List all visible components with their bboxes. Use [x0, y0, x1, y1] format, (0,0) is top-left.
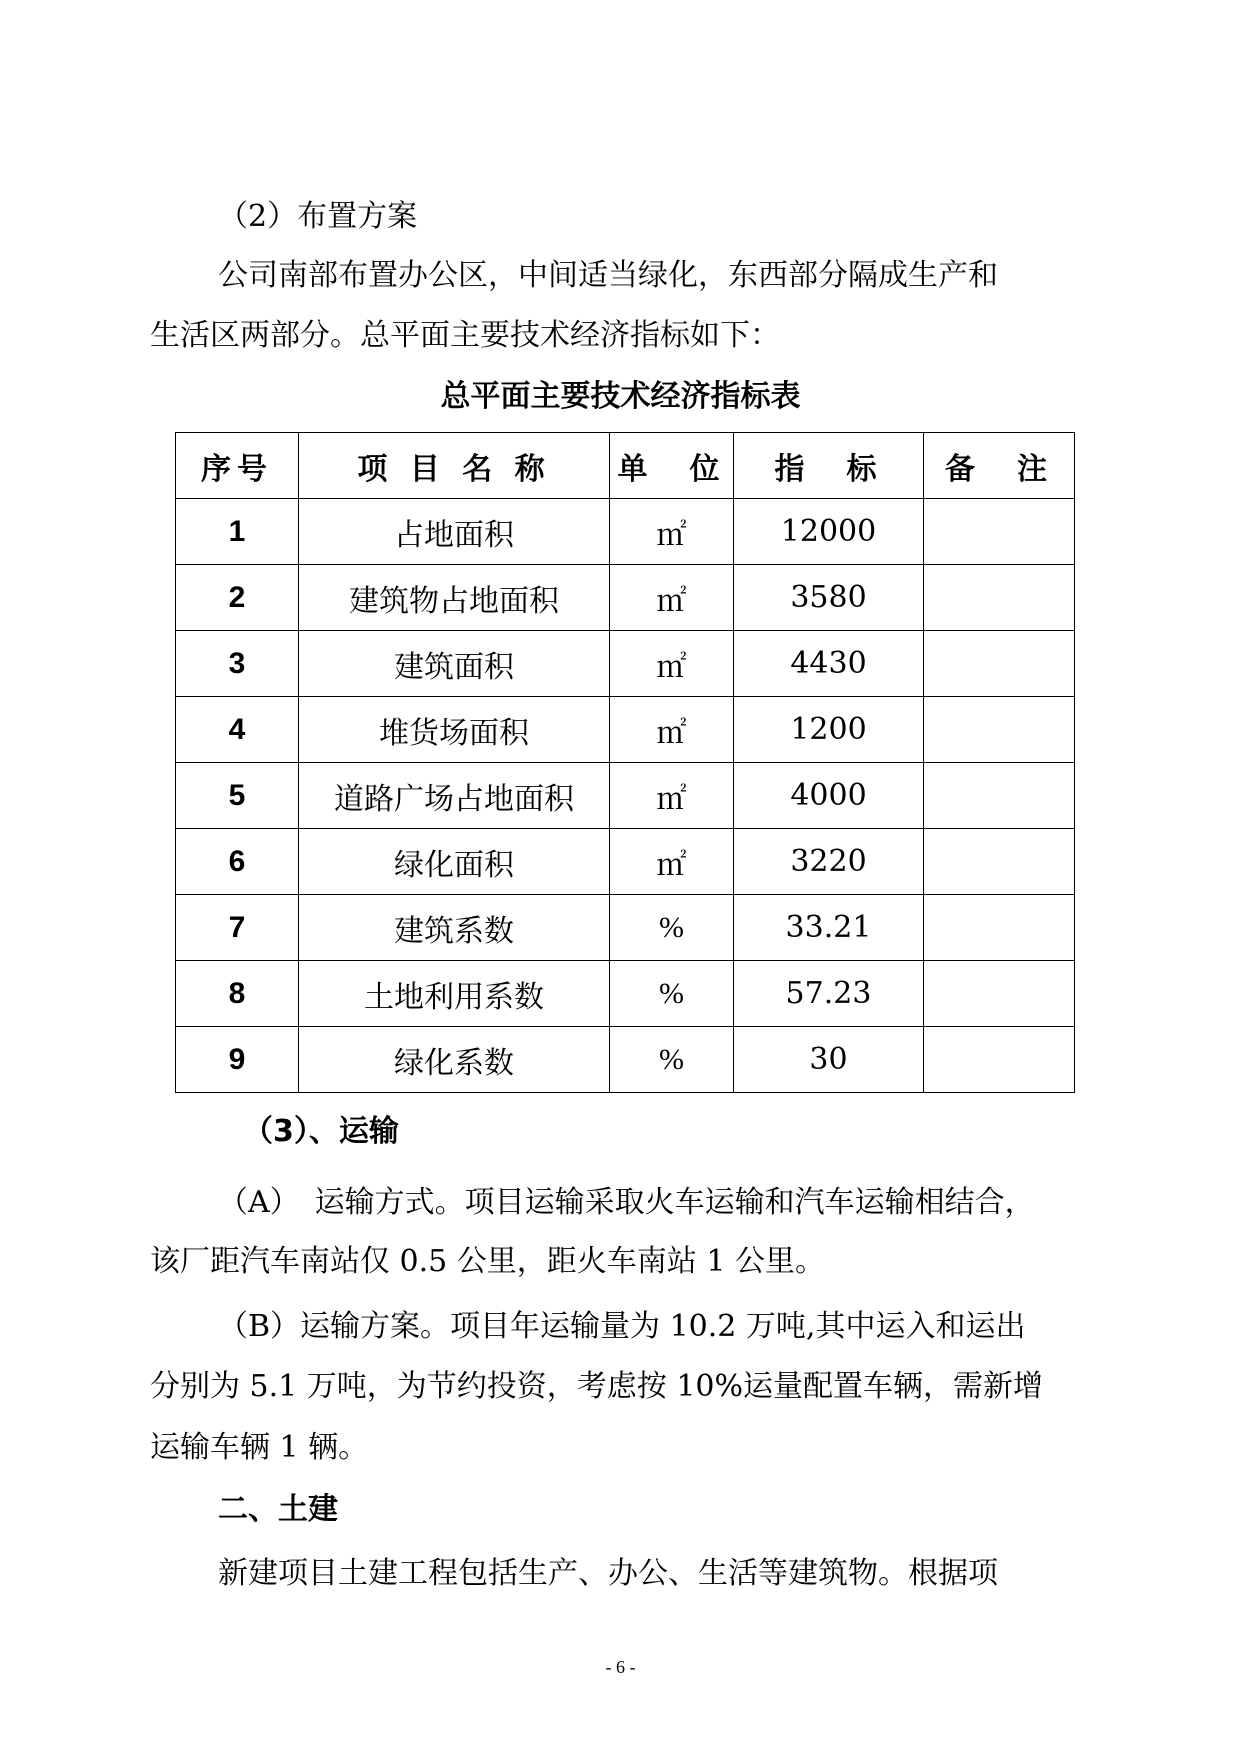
cell-value: 3580	[734, 565, 924, 631]
cell-unit: ㎡	[610, 631, 734, 697]
cell-value: 33.21	[734, 895, 924, 961]
cell-unit: %	[610, 1027, 734, 1093]
table-row	[176, 895, 1075, 961]
table-row	[176, 631, 1075, 697]
indicators-table	[175, 432, 1075, 1093]
table-row	[176, 829, 1075, 895]
cell-remark	[924, 499, 1075, 565]
cell-remark	[924, 895, 1075, 961]
table-row	[176, 697, 1075, 763]
page-number: - 6 -	[605, 1657, 636, 1677]
cell-unit: ㎡	[610, 499, 734, 565]
table-title: 总平面主要技术经济指标表	[440, 379, 801, 414]
cell-unit: ㎡	[610, 565, 734, 631]
table-row	[176, 565, 1075, 631]
cell-value: 30	[734, 1027, 924, 1093]
paragraph-line: 分别为 5.1 万吨，为节约投资，考虑按 10%运量配置车辆，需新增	[150, 1369, 1043, 1404]
cell-item-name: 建筑面积	[299, 631, 610, 697]
paragraph-line: 运输车辆 1 辆。	[150, 1430, 369, 1465]
paragraph-line: 公司南部布置办公区，中间适当绿化，东西部分隔成生产和	[218, 258, 998, 293]
paragraph-line: （B）运输方案。项目年运输量为 10.2 万吨,其中运入和运出	[218, 1309, 1026, 1344]
cell-remark	[924, 763, 1075, 829]
cell-seq: 4	[176, 697, 299, 763]
paragraph-line: 生活区两部分。总平面主要技术经济指标如下：	[150, 318, 780, 353]
cell-unit: %	[610, 961, 734, 1027]
paragraph-line: （A） 运输方式。项目运输采取火车运输和汽车运输相结合，	[218, 1185, 1035, 1220]
cell-item-name: 土地利用系数	[299, 961, 610, 1027]
table-header-row	[176, 433, 1075, 499]
cell-value: 3220	[734, 829, 924, 895]
cell-item-name: 建筑系数	[299, 895, 610, 961]
cell-value: 57.23	[734, 961, 924, 1027]
section-heading-transport: （3）、运输	[243, 1114, 399, 1149]
paragraph-line: 该厂距汽车南站仅 0.5 公里，距火车南站 1 公里。	[150, 1244, 825, 1279]
cell-remark	[924, 1027, 1075, 1093]
cell-item-name: 绿化系数	[299, 1027, 610, 1093]
cell-item-name: 建筑物占地面积	[299, 565, 610, 631]
cell-remark	[924, 829, 1075, 895]
column-header-unit: 单 位	[610, 433, 734, 499]
cell-seq: 6	[176, 829, 299, 895]
column-header-item-name: 项 目 名 称	[299, 433, 610, 499]
cell-seq: 3	[176, 631, 299, 697]
cell-seq: 2	[176, 565, 299, 631]
cell-seq: 5	[176, 763, 299, 829]
table-row	[176, 499, 1075, 565]
cell-unit: ㎡	[610, 763, 734, 829]
cell-seq: 9	[176, 1027, 299, 1093]
cell-remark	[924, 565, 1075, 631]
cell-remark	[924, 961, 1075, 1027]
cell-unit: ㎡	[610, 829, 734, 895]
cell-item-name: 道路广场占地面积	[299, 763, 610, 829]
cell-remark	[924, 697, 1075, 763]
cell-seq: 7	[176, 895, 299, 961]
cell-seq: 1	[176, 499, 299, 565]
table-row	[176, 1027, 1075, 1093]
section-heading-layout-plan: （2）布置方案	[218, 199, 418, 234]
cell-unit: %	[610, 895, 734, 961]
cell-remark	[924, 631, 1075, 697]
cell-value: 1200	[734, 697, 924, 763]
column-header-seq: 序号	[176, 433, 299, 499]
cell-unit: ㎡	[610, 697, 734, 763]
cell-value: 4430	[734, 631, 924, 697]
paragraph-line: 新建项目土建工程包括生产、办公、生活等建筑物。根据项	[218, 1556, 998, 1591]
cell-value: 12000	[734, 499, 924, 565]
cell-seq: 8	[176, 961, 299, 1027]
column-header-remark: 备 注	[924, 433, 1075, 499]
column-header-indicator: 指 标	[734, 433, 924, 499]
table-row	[176, 763, 1075, 829]
section-heading-civil-works: 二、土建	[218, 1492, 338, 1527]
table-row	[176, 961, 1075, 1027]
cell-item-name: 绿化面积	[299, 829, 610, 895]
cell-item-name: 堆货场面积	[299, 697, 610, 763]
cell-item-name: 占地面积	[299, 499, 610, 565]
cell-value: 4000	[734, 763, 924, 829]
